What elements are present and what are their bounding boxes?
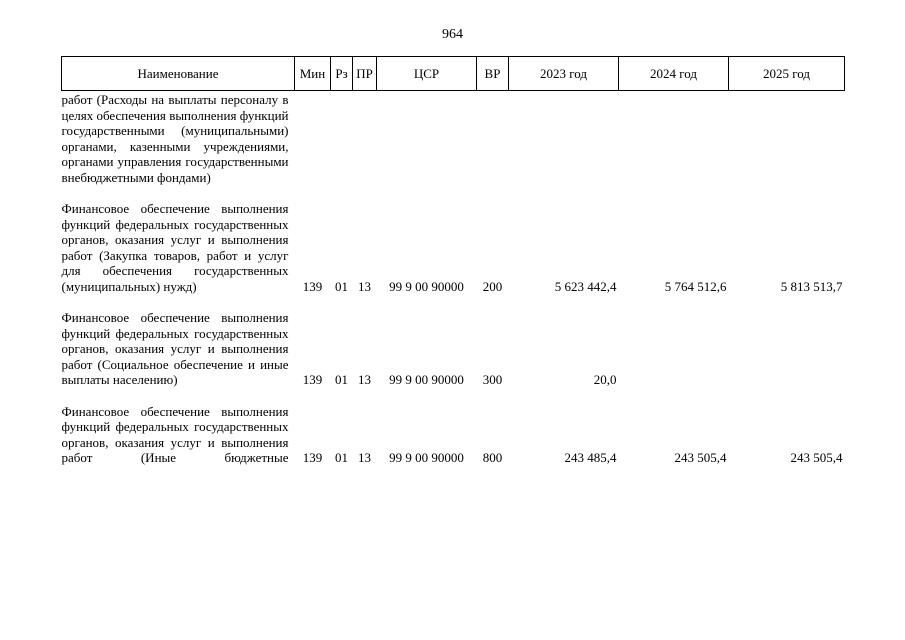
table-header [62, 57, 845, 91]
header-rz: Рз [331, 57, 353, 91]
row-2025: 243 505,4 [790, 450, 843, 465]
row-2024 [619, 91, 729, 186]
row-2025 [729, 310, 845, 388]
row-vr: 200 [482, 278, 503, 294]
row-spacer [62, 294, 845, 310]
row-vr [477, 91, 509, 186]
row-spacer [62, 388, 845, 404]
row-pr: 13 [358, 450, 371, 465]
row-name: работ (Расходы на выплаты персоналу в целях обеспечения выполнения функций государственными (муниципальными) органами, казенными учреждениями, органами управления государственными внебюджетными фондами) [61, 92, 289, 185]
row-csr: 99 9 00 90000 [389, 372, 464, 387]
header-min: Мин [295, 57, 331, 91]
header-2025: 2025 год [729, 57, 845, 91]
table-row [62, 201, 845, 294]
header-csr: ЦСР [377, 57, 477, 91]
row-csr [377, 91, 477, 186]
row-2024 [619, 310, 729, 388]
row-name: Финансовое обеспечение выполнения функций федеральных государственных органов, оказания услуг и выполнения работ (Социальное обеспечение и иные выплаты населению) [61, 310, 289, 387]
row-name: Финансовое обеспечение выполнения функций федеральных государственных органов, оказания услуг и выполнения работ (Закупка товаров, работ и услуг для обеспечения государственных (муниципальных) нужд) [61, 201, 289, 294]
header-pr: ПР [353, 57, 377, 91]
row-csr: 99 9 00 90000 [389, 450, 464, 465]
row-vr: 800 [482, 450, 503, 465]
row-min: 139 [302, 372, 323, 387]
row-2023 [509, 91, 619, 186]
row-2024: 5 764 512,6 [664, 278, 727, 294]
table-row [62, 310, 845, 388]
row-2025: 5 813 513,7 [780, 278, 843, 294]
row-vr: 300 [482, 372, 503, 387]
row-2023: 5 623 442,4 [554, 278, 617, 294]
row-name: Финансовое обеспечение выполнения функций федеральных государственных органов, оказания услуг и выполнения работ (Иные бюджетные [61, 403, 289, 465]
table-row [62, 404, 845, 466]
row-pr: 13 [358, 278, 371, 294]
row-rz [331, 91, 353, 186]
row-rz: 01 [335, 278, 348, 294]
row-2025 [729, 91, 845, 186]
row-pr [353, 91, 377, 186]
row-csr: 99 9 00 90000 [389, 278, 464, 294]
row-spacer [62, 185, 845, 201]
header-2023: 2023 год [509, 57, 619, 91]
page-number: 964 [442, 27, 463, 42]
row-min: 139 [302, 278, 323, 294]
row-rz: 01 [335, 450, 348, 465]
table-row [62, 91, 845, 186]
row-min: 139 [302, 450, 323, 465]
header-2024: 2024 год [619, 57, 729, 91]
budget-table [61, 56, 845, 466]
row-pr: 13 [358, 372, 371, 387]
row-2024: 243 505,4 [674, 450, 727, 465]
row-2023: 243 485,4 [564, 450, 617, 465]
row-rz: 01 [335, 372, 348, 387]
header-vr: ВР [477, 57, 509, 91]
row-2023: 20,0 [593, 372, 617, 387]
row-min [295, 91, 331, 186]
header-name: Наименование [62, 57, 295, 91]
